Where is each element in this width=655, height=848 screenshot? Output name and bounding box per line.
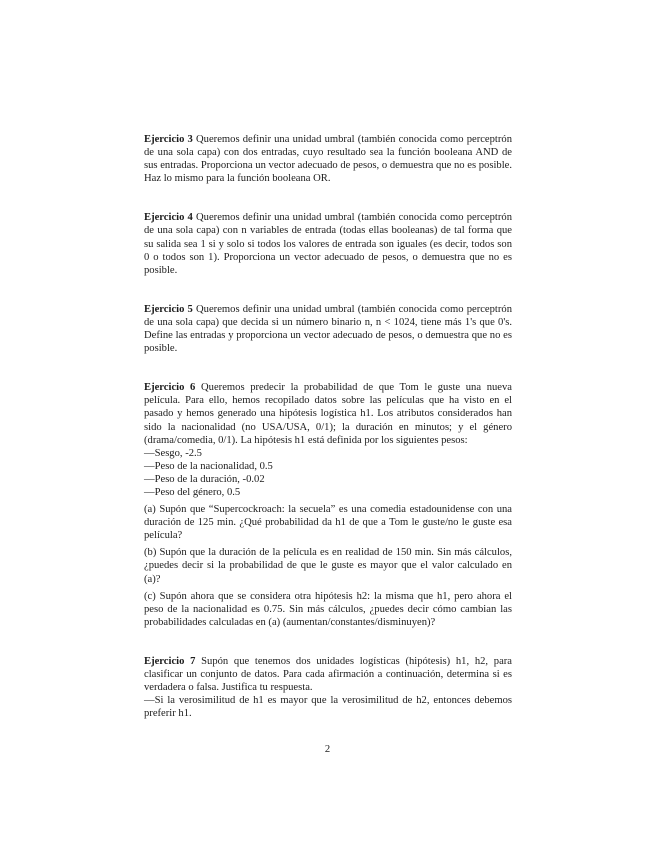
exercise-4 (144, 211, 512, 276)
exercise-text: Queremos definir una unidad umbral (también conocida como perceptrón de una sola capa) con n variables de entrada (todas ellas booleanas) de tal forma que su salida sea 1 si y solo si todos los valores de entrada son iguales (es decir, todos son 0 o todos son 1). Proporciona un vector adecuado de pesos, o demuestra que no es posible. (144, 212, 512, 276)
exercise-title: Ejercicio 3 (144, 134, 193, 145)
exercise-title: Ejercicio 4 (144, 212, 193, 224)
page-number: 2 (324, 744, 331, 755)
exercise-text: Supón que tenemos dos unidades logísticas (hipótesis) h1, h2, para clasificar un conjunto de datos. Para cada afirmación a continuación, determina si es verdadera o falsa. Justifica tu respuesta. (144, 655, 513, 694)
weight-item: —Peso de la nacionalidad, 0.5 (144, 460, 273, 472)
exercise-3 (144, 133, 512, 185)
question-b: (b) Supón que la duración de la película es en realidad de 150 min. Sin más cálculos, ¿puedes decir si la probabilidad de que le guste es mayor que el valor calculado en (a)? (144, 547, 512, 585)
document-body (144, 133, 512, 720)
exercise-text: Queremos definir una unidad umbral (también conocida como perceptrón de una sola capa) que decida si un número binario n, n < 1024, tiene más 1's que 0's. Define las entradas y proporciona un vector adecuado de pesos, o demuestra que no es posible. (144, 303, 512, 355)
statement-item: —Si la verosimilitud de h1 es mayor que la verosimilitud de h2, entonces debemos preferir h1. (144, 695, 512, 720)
exercise-title: Ejercicio 5 (144, 303, 193, 315)
question-c: (c) Supón ahora que se considera otra hipótesis h2: la misma que h1, pero ahora el peso de la nacionalidad es 0.75. Sin más cálculos, ¿puedes decir cómo cambian las probabilidades calculadas en (a) (aumentan/constantes/disminuyen)? (144, 590, 512, 628)
exercise-text: Queremos definir una unidad umbral (también conocida como perceptrón de una sola capa) con dos entradas, cuyo resultado sea la función booleana AND de sus entradas. Proporciona un vector adecuado de pesos, o demuestra que no es posible. Haz lo mismo para la función booleana OR. (144, 134, 512, 185)
weight-item: —Peso de la duración, -0.02 (144, 473, 265, 485)
exercise-title: Ejercicio 6 (144, 382, 196, 394)
exercise-text: Queremos predecir la probabilidad de que Tom le guste una nueva película. Para ello, hemos recopilado datos sobre las películas que ha visto en el pasado y hemos generado una hipótesis logística h1. Los atributos considerados han sido la nacionalidad (no USA/USA, 0/1); la duración en minutos; y el género (drama/comedia, 0/1). La hipótesis h1 está definida por los siguientes pesos: (144, 382, 513, 446)
question-a: (a) Supón que “Supercockroach: la secuela” es una comedia estadounidense con una duración de 125 min. ¿Qué probabilidad da h1 de que a Tom le guste/no le guste esa película? (144, 504, 512, 542)
exercise-5 (144, 303, 512, 355)
exercise-7 (144, 655, 512, 720)
exercise-6 (144, 381, 512, 629)
weight-item: —Peso del género, 0.5 (144, 486, 241, 498)
weight-item: —Sesgo, -2.5 (144, 447, 202, 459)
exercise-title: Ejercicio 7 (144, 655, 196, 667)
weights-list (144, 447, 512, 499)
